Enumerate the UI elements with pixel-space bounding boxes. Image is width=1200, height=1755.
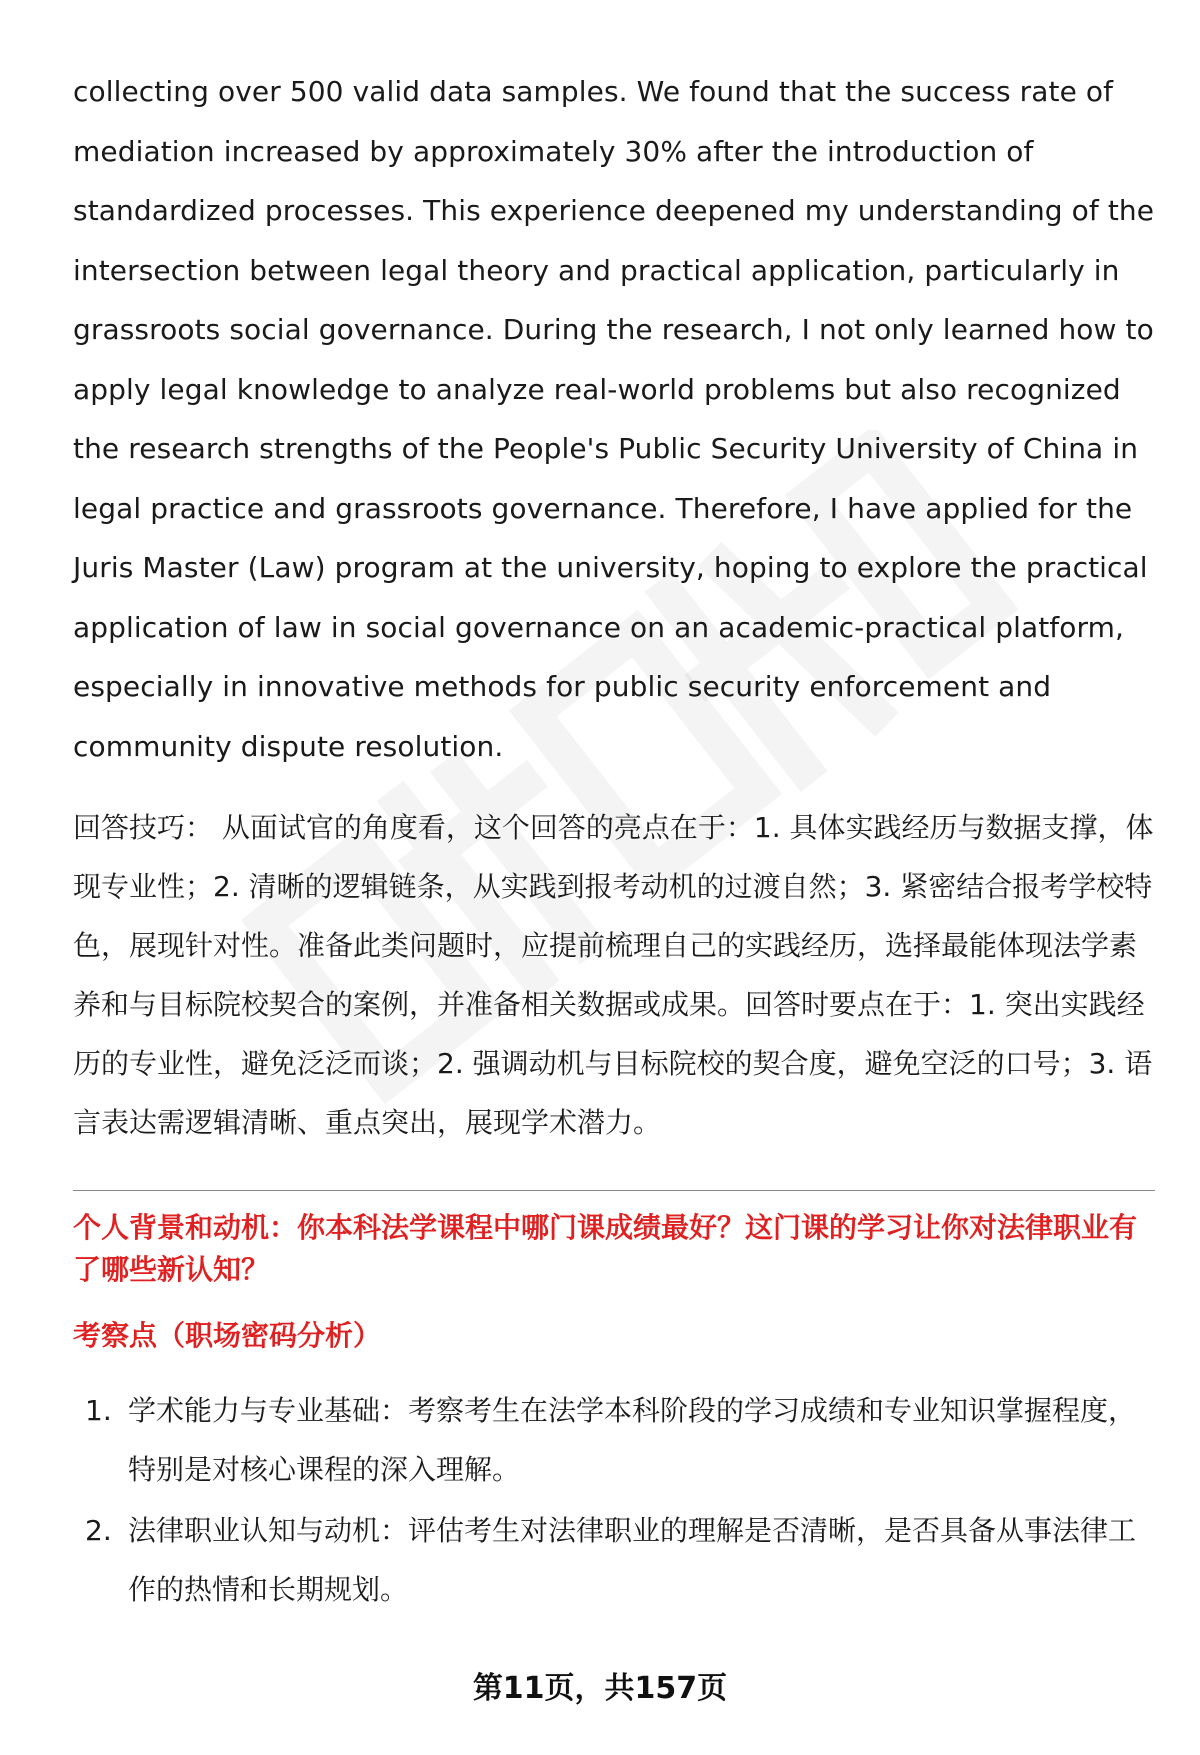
list-item [73,1501,1155,1619]
page-number-footer: 第11页，共157页 [472,1671,728,1706]
list-item-text: 学术能力与专业基础：考察考生在法学本科阶段的学习成绩和专业知识掌握程度，特别是对核心课程的深入理解。 [128,1394,1137,1486]
english-paragraph: collecting over 500 valid data samples. We found that the success rate of mediation increased by approximately 30% after the introduction of standardized processes. This experience deepened my understanding of the intersection between legal theory and practical application, particularly in grassroots social governance. During the research, I not only learned how to apply legal knowledge to analyze real-world problems but also recognized the research strengths of the People's Public Security University of China in legal practice and grassroots governance. Therefore, I have applied for the Juris Master (Law) program at the university, hoping to explore the practical application of law in social governance on an academic-practical platform, especially in innovative methods for public security enforcement and community dispute resolution. [73,75,1155,763]
list-item-number: 1. [85,1394,112,1427]
document-page [73,62,1155,1621]
question-heading: 个人背景和动机：你本科法学课程中哪门课成绩最好？这门课的学习让你对法律职业有了哪些新认知？ [73,1211,1138,1286]
answer-tips-paragraph: 回答技巧： 从面试官的角度看，这个回答的亮点在于：1. 具体实践经历与数据支撑，体现专业性；2. 清晰的逻辑链条，从实践到报考动机的过渡自然；3. 紧密结合报考学校特色，展现针对性。准备此类问题时，应提前梳理自己的实践经历，选择最能体现法学素养和与目标院校契合的案例，并准备相关数据或成果。回答时要点在于：1. 突出实践经历的专业性，避免泛泛而谈；2. 强调动机与目标院校的契合度，避免空泛的口号；3. 语言表达需逻辑清晰、重点突出，展现学术潜力。 [73,811,1154,1139]
list-item-text: 法律职业认知与动机：评估考生对法律职业的理解是否清晰，是否具备从事法律工作的热情和长期规划。 [128,1514,1137,1606]
focus-points-heading: 考察点（职场密码分析） [73,1319,382,1352]
list-item-number: 2. [85,1514,112,1547]
section-divider [73,1190,1155,1191]
focus-points-list [73,1381,1155,1619]
list-item [73,1381,1155,1499]
